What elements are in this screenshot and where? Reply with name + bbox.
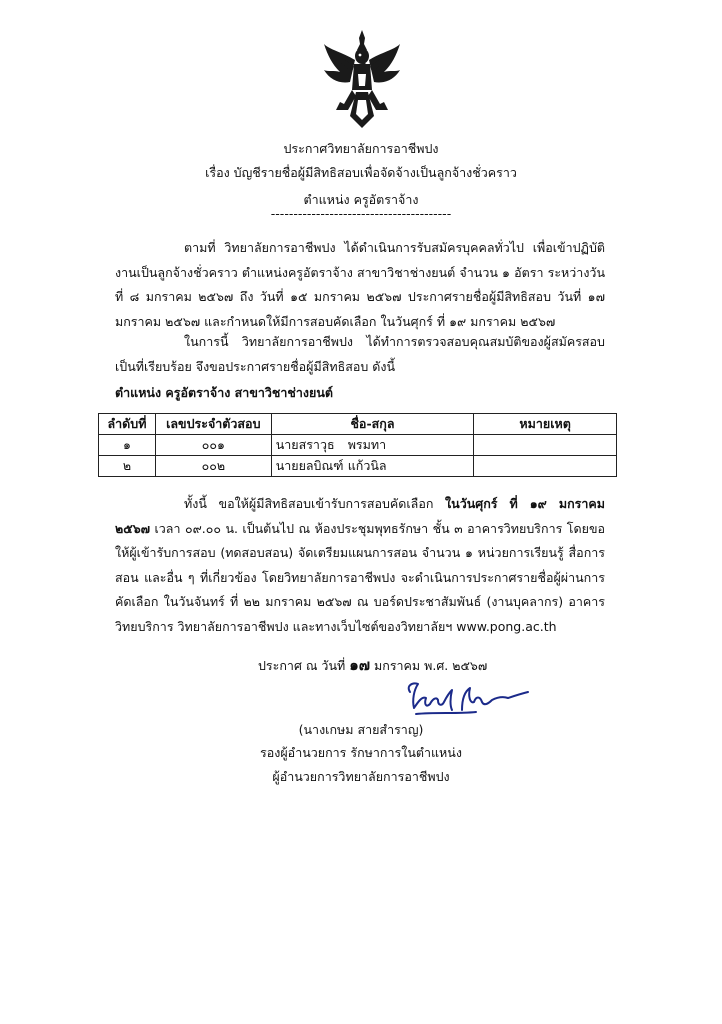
header-no: ลำดับที่ <box>99 414 156 435</box>
announcement-position: ตำแหน่ง ครูอัตราจ้าง <box>303 192 419 207</box>
paragraph-verification: ในการนี้ วิทยาลัยการอาชีพปง ได้ทำการตรวจสอบคุณสมบัติของผู้สมัครสอบเป็นที่เรียบร้อย จึงขอประกาศรายชื่อผู้มีสิทธิสอบ ดังนี้ <box>115 334 605 374</box>
cell-name <box>271 435 474 456</box>
header-exam-id: เลขประจำตัวสอบ <box>155 414 271 435</box>
table-header-row <box>99 414 617 435</box>
signatory-title-director: ผู้อำนวยการวิทยาลัยการอาชีพปง <box>272 769 450 784</box>
table-row <box>99 435 617 456</box>
exam-details-rest: เวลา ๐๙.๐๐ น. เป็นต้นไป ณ ห้องประชุมพุทธรักษา ชั้น ๓ อาคารวิทยบริการ โดยขอให้ผู้เข้ารับการสอบ (ทดสอบสอน) จัดเตรียมแผนการสอน จำนวน ๑ หน่วยการเรียนรู้ สื่อการสอน และอื่น ๆ ที่เกี่ยวข้อง โดยวิทยาลัยการอาชีพปง จะดำเนินการประกาศรายชื่อผู้ผ่านการคัดเลือก ในวันจันทร์ ที่ ๒๒ มกราคม ๒๕๖๗ ณ บอร์ดประชาสัมพันธ์ (งานบุคลากร) อาคารวิทยบริการ วิทยาลัยการอาชีพปง และทางเว็บไซต์ของวิทยาลัยฯ www.pong.ac.th <box>115 520 605 634</box>
signatory-name: (นางเกษม สายสำราญ) <box>298 722 424 737</box>
cell-exam-id: ๐๐๑ <box>155 435 271 456</box>
garuda-emblem-icon <box>322 30 402 128</box>
position-heading: ตำแหน่ง ครูอัตราจ้าง สาขาวิชาช่างยนต์ <box>115 385 333 400</box>
cell-exam-id: ๐๐๒ <box>155 456 271 477</box>
exam-date: ในวันศุกร์ ที่ ๑๙ มกราคม ๒๕๖๗ <box>115 496 605 536</box>
table-row <box>99 456 617 477</box>
announcement-subject: เรื่อง บัญชีรายชื่อผู้มีสิทธิสอบเพื่อจัดจ้างเป็นลูกจ้างชั่วคราว <box>205 165 517 180</box>
cell-name <box>271 456 474 477</box>
candidate-table <box>98 413 617 477</box>
header-name: ชื่อ-สกุล <box>271 414 474 435</box>
date-prefix: ประกาศ ณ วันที่ <box>258 658 350 673</box>
first-name: นายสราวุธ <box>275 437 335 452</box>
last-name: แก้วนิล <box>347 458 387 473</box>
cell-note <box>474 435 617 456</box>
paragraph-exam-details <box>115 492 605 639</box>
cell-no: ๑ <box>99 435 156 456</box>
last-name: พรมทา <box>347 437 387 452</box>
header-note: หมายเหตุ <box>474 414 617 435</box>
signatory-title-acting: รองผู้อำนวยการ รักษาการในตำแหน่ง <box>260 745 462 760</box>
announcement-title: ประกาศวิทยาลัยการอาชีพปง <box>283 141 439 156</box>
date-suffix: มกราคม พ.ศ. ๒๕๖๗ <box>370 658 488 673</box>
exam-details-start: ทั้งนี้ ขอให้ผู้มีสิทธิสอบเข้ารับการสอบคัดเลือก <box>184 496 446 511</box>
first-name: นายยลบิณฑ์ <box>275 458 344 473</box>
paragraph-intro: ตามที่ วิทยาลัยการอาชีพปง ได้ดำเนินการรับสมัครบุคคลทั่วไป เพื่อเข้าปฏิบัติงานเป็นลูกจ้างชั่วคราว ตำแหน่งครูอัตราจ้าง สาขาวิชาช่างยนต์ จำนวน ๑ อัตรา ระหว่างวันที่ ๘ มกราคม ๒๕๖๗ ถึง วันที่ ๑๕ มกราคม ๒๕๖๗ ประกาศรายชื่อผู้มีสิทธิสอบ วันที่ ๑๗ มกราคม ๒๕๖๗ และกำหนดให้มีการสอบคัดเลือก ในวันศุกร์ ที่ ๑๙ มกราคม ๒๕๖๗ <box>115 240 605 329</box>
cell-no: ๒ <box>99 456 156 477</box>
date-day: ๑๗ <box>349 656 371 674</box>
divider: ---------------------------------------- <box>270 206 452 221</box>
cell-note <box>474 456 617 477</box>
handwritten-signature <box>396 674 546 720</box>
